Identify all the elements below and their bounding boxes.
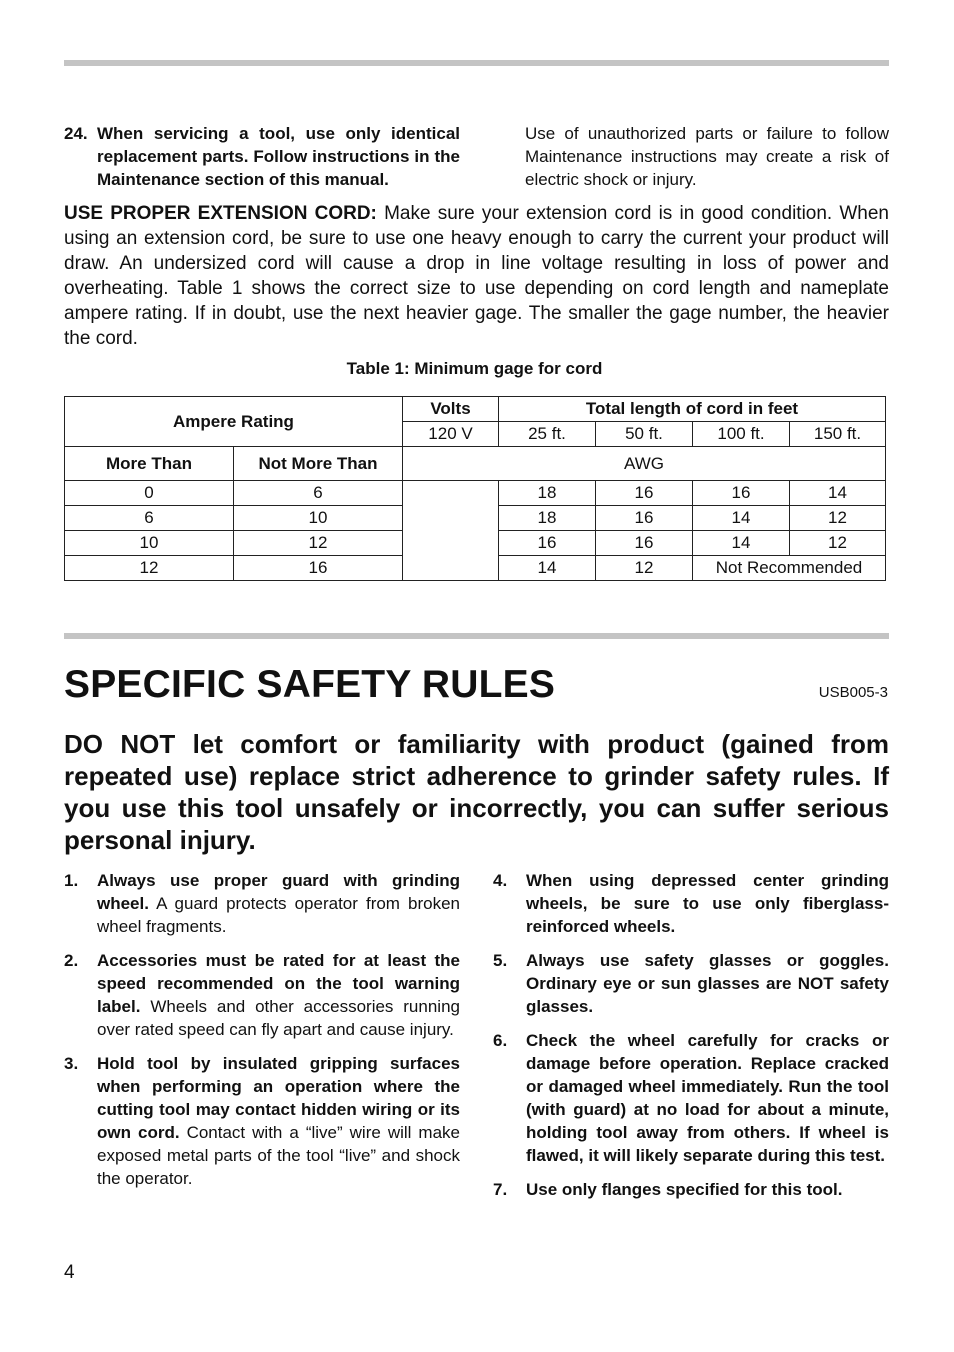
section-title: SPECIFIC SAFETY RULES xyxy=(64,663,556,706)
rule-bold-text: Accessories must be rated for at least the speed recommended on the tool warning label. xyxy=(97,951,460,1016)
rule-bold-text: Always use safety glasses or goggles. Ordinary eye or sun glasses are NOT safety glasses. xyxy=(526,951,889,1016)
rules-left-column xyxy=(64,869,460,1201)
top-divider xyxy=(64,60,889,66)
item-24-bold-text: When servicing a tool, use only identical replacement parts. Follow instructions in the Maintenance section of this manual. xyxy=(97,124,460,189)
page-number: 4 xyxy=(64,1262,75,1283)
rule-item xyxy=(64,949,460,1041)
rule-number: 7. xyxy=(493,1180,508,1199)
length-25: 25 ft. xyxy=(499,422,596,447)
cell-more-than: 0 xyxy=(65,481,234,506)
rule-bold-text: When using depressed center grinding wheels, be sure to use only fiberglass-reinforced wheels. xyxy=(526,871,889,936)
rule-item xyxy=(493,1029,889,1167)
item-24-body xyxy=(64,122,460,191)
rule-item xyxy=(493,1178,889,1201)
cell-gage: 14 xyxy=(499,556,596,581)
rule-bold-text: Always use proper guard with grinding wheel. xyxy=(97,871,460,913)
item-24-continuation: Use of unauthorized parts or failure to follow Maintenance instructions may create a risk of electric shock or injury. xyxy=(525,124,889,189)
cell-not-more-than: 16 xyxy=(234,556,403,581)
rule-text: Contact with a “live” wire will make exposed metal parts of the tool “live” and shock the operator. xyxy=(97,1123,460,1188)
rule-item xyxy=(493,869,889,938)
header-volts: Volts xyxy=(403,397,499,422)
rule-bold-text: Use only flanges specified for this tool. xyxy=(526,1180,843,1199)
cell-gage: 14 xyxy=(790,481,886,506)
header-not-more-than: Not More Than xyxy=(234,447,403,481)
cell-gage: 16 xyxy=(596,506,693,531)
cell-gage: 16 xyxy=(693,481,790,506)
cell-more-than: 12 xyxy=(65,556,234,581)
rule-number: 4. xyxy=(493,871,508,890)
volts-blank-cell xyxy=(403,481,499,581)
cell-gage: 18 xyxy=(499,481,596,506)
extension-cord-paragraph xyxy=(64,201,889,351)
cell-gage: 14 xyxy=(693,506,790,531)
extension-cord-text: Make sure your extension cord is in good condition. When using an extension cord, be sure to use one heavy enough to carry the current your product will draw. An undersized cord will cause a drop in line voltage resulting in loss of power and overheating. Table 1 shows the correct size to use depending on cord length and nameplate ampere rating. If in doubt, use the next heavier gage. The smaller the gage number, the heavier the cord. xyxy=(64,203,889,349)
rule-number: 1. xyxy=(64,871,79,890)
cell-gage: 16 xyxy=(596,531,693,556)
rule-text: A guard protects operator from broken wheel fragments. xyxy=(97,894,460,936)
cell-more-than: 6 xyxy=(65,506,234,531)
rule-number: 6. xyxy=(493,1031,508,1050)
rule-text: Wheels and other accessories running over rated speed can fly apart and cause injury. xyxy=(97,997,460,1039)
cell-gage: 16 xyxy=(499,531,596,556)
length-150: 150 ft. xyxy=(790,422,886,447)
cell-gage: 12 xyxy=(790,531,886,556)
table-row xyxy=(65,481,886,506)
length-100: 100 ft. xyxy=(693,422,790,447)
cell-gage: 12 xyxy=(596,556,693,581)
header-awg: AWG xyxy=(403,447,886,481)
section-divider xyxy=(64,633,889,639)
document-code: USB005-3 xyxy=(818,684,888,701)
cell-gage: 16 xyxy=(596,481,693,506)
cell-gage: 14 xyxy=(693,531,790,556)
rule-number: 5. xyxy=(493,951,508,970)
cell-not-more-than: 10 xyxy=(234,506,403,531)
length-50: 50 ft. xyxy=(596,422,693,447)
volt-value: 120 V xyxy=(403,422,499,447)
cell-not-more-than: 6 xyxy=(234,481,403,506)
rule-number: 3. xyxy=(64,1054,79,1073)
cell-gage: 18 xyxy=(499,506,596,531)
table-header-row-1 xyxy=(65,397,886,422)
extension-cord-heading: USE PROPER EXTENSION CORD: xyxy=(64,203,377,224)
cell-more-than: 10 xyxy=(65,531,234,556)
rule-number: 2. xyxy=(64,951,79,970)
cell-not-more-than: 12 xyxy=(234,531,403,556)
safety-warning: DO NOT let comfort or familiarity with product (gained from repeated use) replace strict adherence to grinder safety rules. If you use this tool unsafely or incorrectly, you can suffer serious personal injury. xyxy=(64,729,889,855)
item-24-number: 24. xyxy=(64,124,88,143)
rule-bold-text: Hold tool by insulated gripping surfaces when performing an operation where the cutting tool may contact hidden wiring or its own cord. xyxy=(97,1054,460,1142)
cell-not-recommended: Not Recommended xyxy=(693,556,886,581)
rule-item xyxy=(493,949,889,1018)
cell-gage: 12 xyxy=(790,506,886,531)
header-more-than: More Than xyxy=(65,447,234,481)
rule-bold-text: Check the wheel carefully for cracks or damage before operation. Replace cracked or damaged wheel immediately. Run the tool (with guard) at no load for about a minute, holding tool away from others. If wheel is flawed, it will likely separate during this test. xyxy=(526,1031,889,1165)
header-cord-length: Total length of cord in feet xyxy=(499,397,886,422)
item-24 xyxy=(64,122,460,191)
table-caption: Table 1: Minimum gage for cord xyxy=(346,359,603,378)
header-ampere-rating: Ampere Rating xyxy=(65,397,403,447)
table-header-row-3 xyxy=(65,447,886,481)
cord-gage-table xyxy=(64,396,886,581)
rule-item xyxy=(64,869,460,938)
rule-item xyxy=(64,1052,460,1190)
rules-right-column xyxy=(493,869,889,1212)
